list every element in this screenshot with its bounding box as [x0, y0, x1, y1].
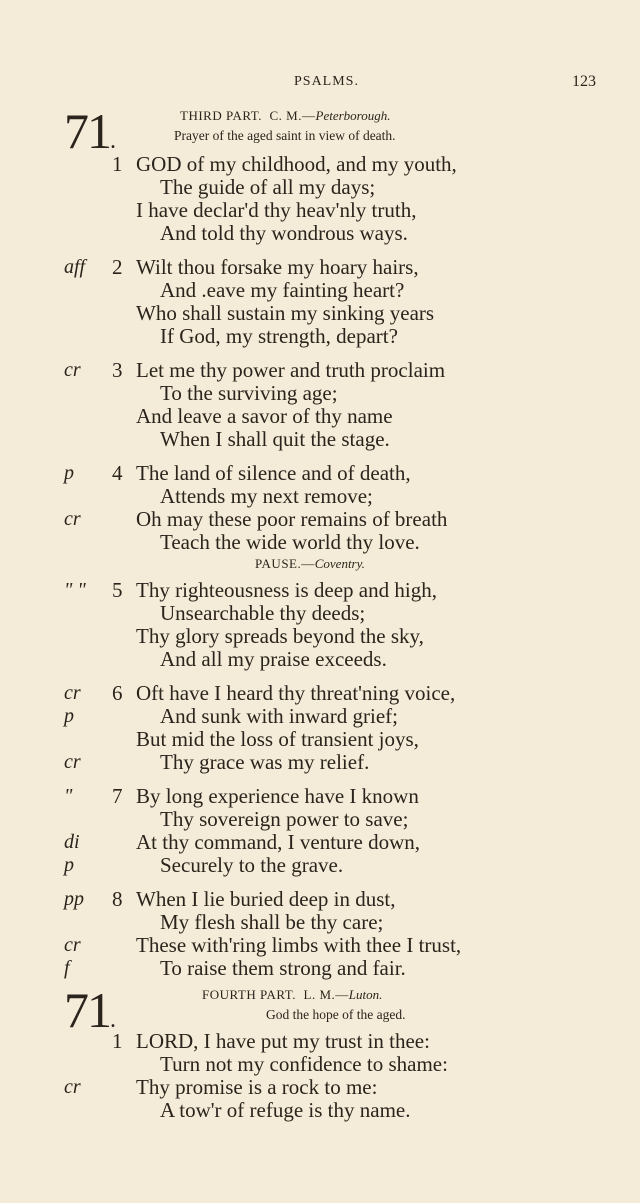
dynamic-mark: aff [64, 256, 86, 278]
verse-line [0, 956, 640, 980]
pause-tune-name: Coventry. [314, 556, 365, 571]
verse-number: 8 [112, 887, 123, 911]
verse-line [0, 933, 640, 957]
verse-line [0, 887, 640, 911]
verse-line [0, 255, 640, 279]
verse-line [0, 1098, 640, 1122]
verse-number: 3 [112, 358, 123, 382]
verse-number: 6 [112, 681, 123, 705]
verse-line [0, 221, 640, 245]
verse-text: And .eave my fainting heart? [160, 278, 405, 302]
verse-line [0, 910, 640, 934]
dynamic-mark: pp [64, 888, 84, 910]
dynamic-mark: p [64, 854, 74, 876]
verse-number: 7 [112, 784, 123, 808]
verse-text: I have declar'd thy heav'nly truth, [136, 198, 417, 222]
verse-text: A tow'r of refuge is thy name. [160, 1098, 411, 1122]
verse-text: And sunk with inward grief; [160, 704, 398, 728]
verse-line [0, 807, 640, 831]
dynamic-mark: cr [64, 682, 81, 704]
running-head-title: PSALMS. [294, 74, 359, 89]
verse-text: At thy command, I venture down, [136, 830, 421, 854]
verse-text: Who shall sustain my sinking years [136, 301, 435, 325]
meter-label: L. M.— [303, 987, 349, 1002]
verse-line [0, 704, 640, 728]
verse-line [0, 1052, 640, 1076]
pause-header [255, 556, 365, 572]
verse-text: When I lie buried deep in dust, [136, 887, 396, 911]
part-label: THIRD PART. [180, 108, 263, 123]
verse-line [0, 784, 640, 808]
verse-text: Thy grace was my relief. [160, 750, 370, 774]
verse-line [0, 530, 640, 554]
dynamic-mark: cr [64, 508, 81, 530]
verse-text: Thy righteousness is deep and high, [136, 578, 437, 602]
verse-text: And told thy wondrous ways. [160, 221, 408, 245]
verse-text: Turn not my confidence to shame: [160, 1052, 448, 1076]
verse-line [0, 727, 640, 751]
verse-text: These with'ring limbs with thee I trust, [136, 933, 462, 957]
verse-text: And all my praise exceeds. [160, 647, 387, 671]
dynamic-mark: di [64, 831, 80, 853]
verse-text: But mid the loss of transient joys, [136, 727, 419, 751]
dynamic-mark: p [64, 462, 74, 484]
verse-line [0, 578, 640, 602]
running-head [0, 74, 640, 94]
verse-line [0, 404, 640, 428]
verse-line [0, 624, 640, 648]
hymn-subtitle: God the hope of the aged. [266, 1007, 406, 1022]
verse-number: 4 [112, 461, 123, 485]
verse-text: Thy glory spreads beyond the sky, [136, 624, 424, 648]
verse-text: LORD, I have put my trust in thee: [136, 1029, 430, 1053]
verse-text: By long experience have I known [136, 784, 419, 808]
hymn-part-header [180, 108, 390, 124]
tune-name: Luton. [348, 987, 383, 1002]
hymn-part-header [202, 987, 382, 1003]
dynamic-mark: cr [64, 751, 81, 773]
dynamic-mark: p [64, 705, 74, 727]
verse-number: 2 [112, 255, 123, 279]
dynamic-mark: f [64, 957, 70, 979]
verse-line [0, 358, 640, 382]
verse-line [0, 198, 640, 222]
verse-number: 1 [112, 1029, 123, 1053]
part-label: FOURTH PART. [202, 987, 297, 1002]
verse-line [0, 507, 640, 531]
verse-text: Thy promise is a rock to me: [136, 1075, 378, 1099]
verse-line [0, 381, 640, 405]
verse-text: Unsearchable thy deeds; [160, 601, 366, 625]
verse-text: The land of silence and of death, [136, 461, 411, 485]
verse-line [0, 681, 640, 705]
verse-text: Wilt thou forsake my hoary hairs, [136, 255, 419, 279]
pause-label: PAUSE.— [255, 556, 315, 571]
verse-text: The guide of all my days; [160, 175, 376, 199]
verse-text: If God, my strength, depart? [160, 324, 398, 348]
verse-text: Oh may these poor remains of breath [136, 507, 448, 531]
page-number: 123 [572, 73, 596, 90]
hymn-number: 71. [64, 103, 116, 159]
verse-line [0, 278, 640, 302]
verse-text: To the surviving age; [160, 381, 338, 405]
verse-number: 5 [112, 578, 123, 602]
hymn-subtitle: Prayer of the aged saint in view of death. [174, 128, 396, 143]
verse-line [0, 484, 640, 508]
verse-line [0, 647, 640, 671]
verse-text: Oft have I heard thy threat'ning voice, [136, 681, 456, 705]
verse-text: Securely to the grave. [160, 853, 344, 877]
verse-line [0, 175, 640, 199]
dynamic-mark: cr [64, 1076, 81, 1098]
verse-line [0, 853, 640, 877]
verse-line [0, 750, 640, 774]
verse-line [0, 601, 640, 625]
verse-line [0, 324, 640, 348]
verse-line [0, 1029, 640, 1053]
dynamic-mark: " " [64, 579, 86, 601]
verse-text: To raise them strong and fair. [160, 956, 406, 980]
verse-text: GOD of my childhood, and my youth, [136, 152, 457, 176]
dynamic-mark: cr [64, 359, 81, 381]
meter-label: C. M.— [269, 108, 316, 123]
tune-name: Peterborough. [315, 108, 391, 123]
verse-line [0, 301, 640, 325]
verse-text: Let me thy power and truth proclaim [136, 358, 446, 382]
verse-line [0, 427, 640, 451]
verse-text: Thy sovereign power to save; [160, 807, 409, 831]
dynamic-mark: cr [64, 934, 81, 956]
verse-line [0, 1075, 640, 1099]
verse-text: My flesh shall be thy care; [160, 910, 384, 934]
verse-number: 1 [112, 152, 123, 176]
hymn-number: 71. [64, 982, 116, 1038]
verse-line [0, 461, 640, 485]
verse-text: And leave a savor of thy name [136, 404, 393, 428]
verse-text: Attends my next remove; [160, 484, 373, 508]
verse-text: When I shall quit the stage. [160, 427, 390, 451]
verse-line [0, 152, 640, 176]
verse-line [0, 830, 640, 854]
dynamic-mark: " [64, 785, 73, 807]
verse-text: Teach the wide world thy love. [160, 530, 420, 554]
